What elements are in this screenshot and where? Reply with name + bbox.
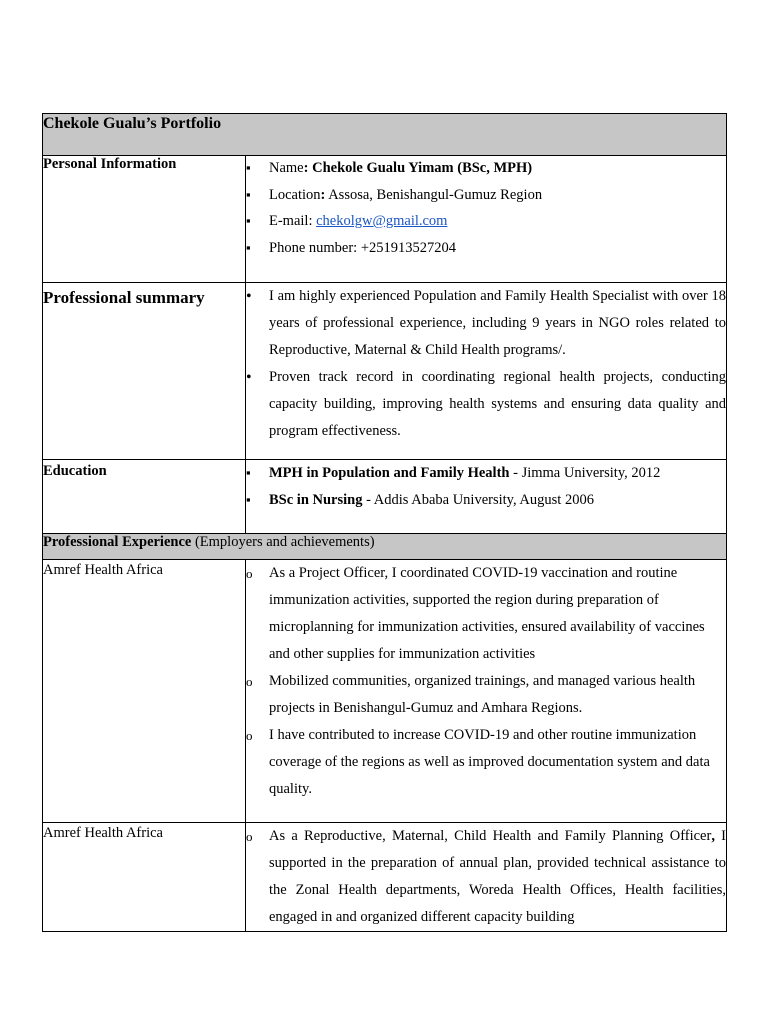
- list-item: [246, 823, 726, 931]
- circle-bullet-icon: [246, 668, 264, 697]
- personal-info-row: [43, 156, 727, 283]
- portfolio-table: [42, 113, 727, 932]
- summary-row: [43, 283, 727, 460]
- location-colon: :: [320, 186, 326, 203]
- education-row: [43, 460, 727, 534]
- achievement-text: As a Project Officer, I coordinated COVID-19 vaccination and routine immunization activities, supported the region during preparation of microplanning for immunization activities, ensured availability of vaccines and other supplies for immunization activities: [269, 565, 705, 662]
- education-label: Education: [43, 463, 107, 479]
- experience-content: [246, 560, 727, 823]
- education-content: [246, 460, 727, 534]
- personal-info-label-cell: [43, 156, 246, 283]
- list-item: [246, 560, 726, 668]
- square-bullet-icon: [246, 490, 264, 511]
- personal-info-list: [246, 158, 726, 258]
- list-item: [246, 158, 726, 178]
- experience-row: [43, 823, 727, 932]
- employer-name: Amref Health Africa: [43, 825, 163, 841]
- list-item: [246, 283, 726, 364]
- achievement-list: [246, 823, 726, 931]
- experience-row: [43, 560, 727, 823]
- achievement-text: I have contributed to increase COVID-19 and other routine immunization coverage of the regions as well as improved documentation system and data quality.: [269, 727, 710, 797]
- achievement-comma: ,: [711, 828, 715, 844]
- name-value: Chekole Gualu Yimam (BSc, MPH): [308, 160, 533, 176]
- experience-heading-note: (Employers and achievements): [191, 534, 375, 550]
- summary-content: [246, 283, 727, 460]
- list-item: [246, 185, 726, 205]
- employer-cell: [43, 560, 246, 823]
- degree-institution: - Addis Ababa University, August 2006: [362, 491, 594, 508]
- achievement-text: Mobilized communities, organized trainings, and managed various health projects in Benishangul-Gumuz and Amhara Regions.: [269, 673, 696, 716]
- round-bullet-icon: [246, 283, 264, 312]
- square-bullet-icon: [246, 238, 264, 259]
- education-label-cell: [43, 460, 246, 534]
- experience-heading-cell: [43, 534, 727, 560]
- email-label: E-mail:: [269, 213, 317, 229]
- email-link[interactable]: chekolgw@gmail.com: [316, 213, 448, 229]
- summary-text: I am highly experienced Population and Family Health Specialist with over 18 years of professional experience, including 9 years in NGO roles related to Reproductive, Maternal & Child Health programs/.: [269, 288, 727, 358]
- degree-name: BSc in Nursing: [269, 491, 363, 508]
- summary-list: [246, 283, 726, 445]
- portfolio-title: Chekole Gualu’s Portfolio: [43, 115, 222, 132]
- list-item: [246, 722, 726, 803]
- list-item: [246, 490, 726, 510]
- list-item: [246, 211, 726, 231]
- experience-content: [246, 823, 727, 932]
- list-item: [246, 364, 726, 445]
- circle-bullet-icon: [246, 823, 264, 852]
- education-list: [246, 463, 726, 510]
- summary-label: Professional summary: [43, 288, 205, 307]
- personal-info-content: [246, 156, 727, 283]
- square-bullet-icon: [246, 463, 264, 484]
- employer-name: Amref Health Africa: [43, 562, 163, 578]
- square-bullet-icon: [246, 158, 264, 179]
- experience-heading: Professional Experience: [43, 534, 192, 550]
- employer-cell: [43, 823, 246, 932]
- list-item: [246, 463, 726, 483]
- square-bullet-icon: [246, 211, 264, 232]
- achievement-list: [246, 560, 726, 803]
- degree-institution: - Jimma University, 2012: [509, 465, 661, 481]
- achievement-text-continued: I supported in the preparation of annual plan, provided technical assistance to the Zonal Health departments, Woreda Health Offices, Health facilities, engaged in and organized different capacity building: [269, 828, 727, 925]
- location-value: Assosa, Benishangul-Gumuz Region: [325, 186, 543, 203]
- list-item: [246, 238, 726, 258]
- title-cell: [43, 114, 727, 156]
- list-item: [246, 668, 726, 722]
- phone-number: Phone number: +251913527204: [269, 239, 456, 256]
- portfolio-page: [42, 113, 726, 932]
- summary-text: Proven track record in coordinating regional health projects, conducting capacity building, improving health systems and ensuring data quality and program effectiveness.: [269, 369, 727, 439]
- degree-name: MPH in Population and Family Health: [269, 465, 510, 481]
- circle-bullet-icon: [246, 560, 264, 589]
- personal-info-label: Personal Information: [43, 156, 177, 172]
- location-label: Location: [269, 186, 321, 203]
- name-colon: :: [303, 160, 309, 176]
- circle-bullet-icon: [246, 722, 264, 751]
- achievement-text: As a Reproductive, Maternal, Child Health and Family Planning Officer: [269, 828, 712, 844]
- square-bullet-icon: [246, 185, 264, 206]
- title-row: [43, 114, 727, 156]
- experience-heading-row: [43, 534, 727, 560]
- summary-label-cell: [43, 283, 246, 460]
- name-label: Name: [269, 160, 304, 176]
- round-bullet-icon: [246, 364, 264, 393]
